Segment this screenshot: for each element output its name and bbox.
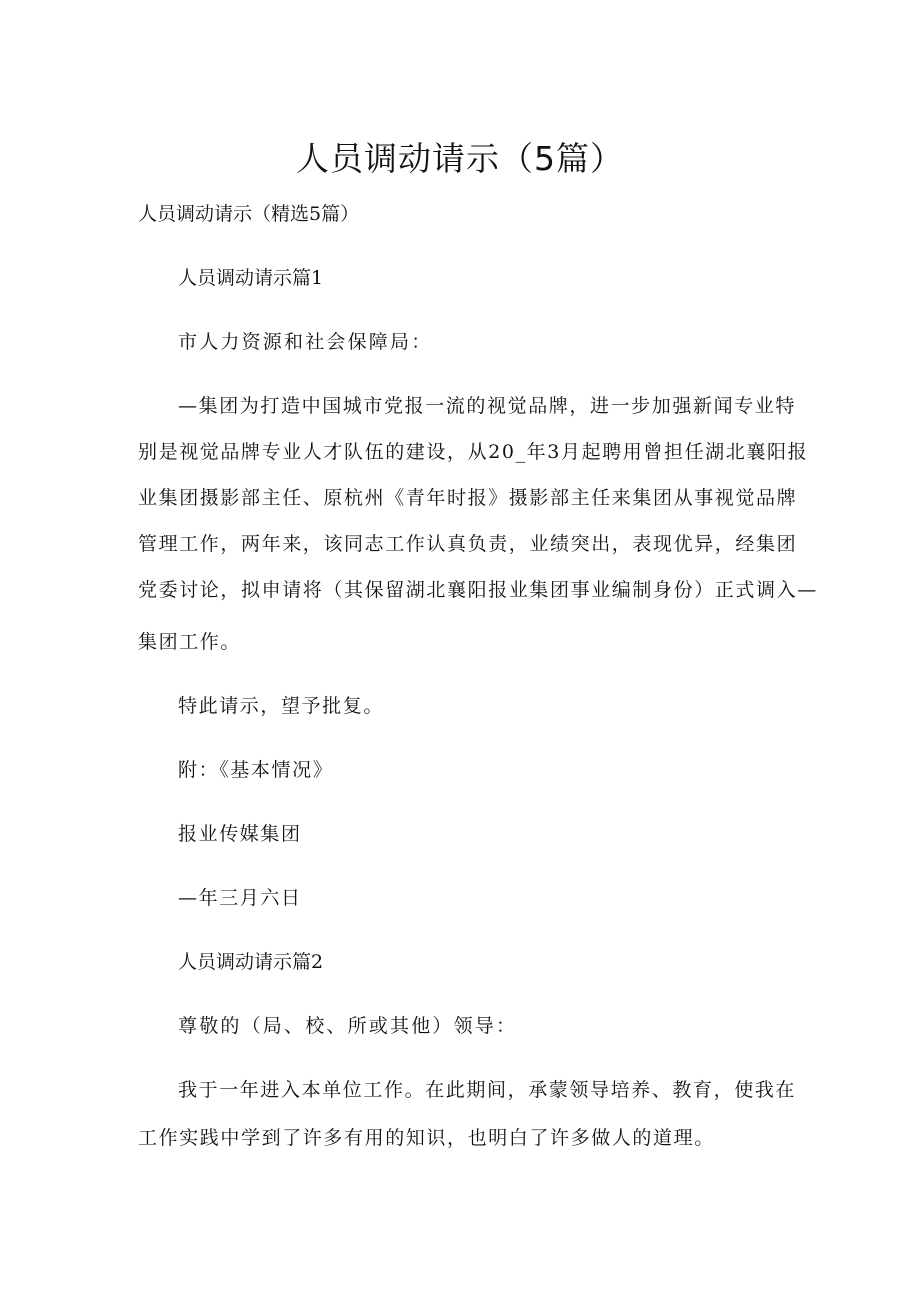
section1-signature: 报业传媒集团 <box>178 823 302 845</box>
document-subtitle: 人员调动请示（精选5篇） <box>138 203 360 225</box>
section2-salutation: 尊敬的（局、校、所或其他）领导： <box>178 1015 518 1037</box>
section1-paragraph-line: 党委讨论，拟申请将（其保留湖北襄阳报业集团事业编制身份）正式调入— <box>138 579 818 601</box>
section2-heading: 人员调动请示篇2 <box>178 951 324 973</box>
section1-paragraph-line: —集团为打造中国城市党报一流的视觉品牌，进一步加强新闻专业特 <box>178 395 797 417</box>
section1-heading: 人员调动请示篇1 <box>178 267 324 289</box>
section1-paragraph-line: 别是视觉品牌专业人才队伍的建设，从20_年3月起聘用曾担任湖北襄阳报 <box>138 441 809 463</box>
section2-paragraph-line: 我于一年进入本单位工作。在此期间，承蒙领导培养、教育，使我在 <box>178 1079 797 1101</box>
section1-date: —年三月六日 <box>178 887 302 909</box>
section1-paragraph-line: 管理工作，两年来，该同志工作认真负责，业绩突出，表现优异，经集团 <box>138 533 798 555</box>
document-title: 人员调动请示（5篇） <box>296 139 624 178</box>
section1-closing: 特此请示，望予批复。 <box>178 695 385 717</box>
section2-paragraph-line: 工作实践中学到了许多有用的知识，也明白了许多做人的道理。 <box>138 1127 715 1149</box>
section1-attachment: 附：《基本情况》 <box>178 759 334 781</box>
section1-paragraph-line: 集团工作。 <box>138 631 242 653</box>
section1-paragraph-line: 业集团摄影部主任、原杭州《青年时报》摄影部主任来集团从事视觉品牌 <box>138 487 798 509</box>
section1-salutation: 市人力资源和社会保障局： <box>178 331 433 353</box>
